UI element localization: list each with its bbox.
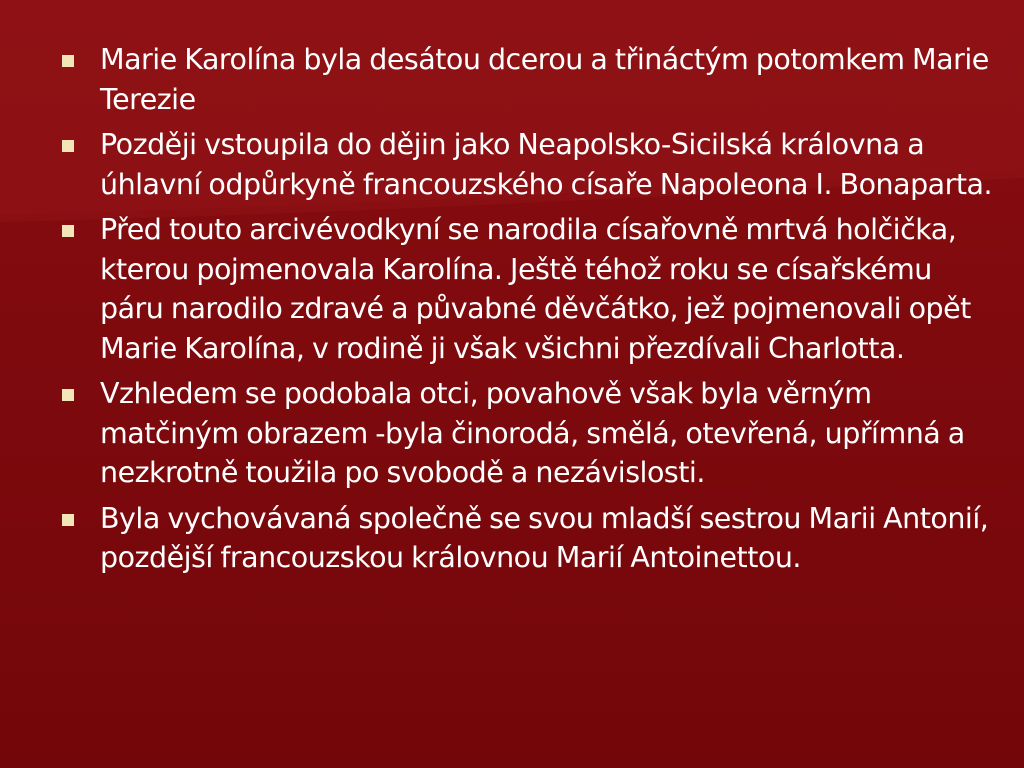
square-bullet-icon <box>62 55 74 67</box>
bullet-item <box>62 125 1002 204</box>
bullet-text: Byla vychovávaná společně se svou mladší sestrou Marii Antonií, pozdější francouzskou královnou Marií Antoinettou. <box>100 501 989 574</box>
bullet-text: Později vstoupila do dějin jako Neapolsko-Sicilská královna a úhlavní odpůrkyně francouzského císaře Napoleona I. Bonaparta. <box>100 128 993 201</box>
bullet-list <box>62 40 1002 578</box>
square-bullet-icon <box>62 389 74 401</box>
bullet-text: Marie Karolína byla desátou dcerou a třináctým potomkem Marie Terezie <box>100 43 989 116</box>
bullet-item <box>62 40 1002 119</box>
slide-content <box>62 40 1002 584</box>
square-bullet-icon <box>62 514 74 526</box>
bullet-item <box>62 374 1002 493</box>
bullet-text: Před touto arcivévodkyní se narodila císařovně mrtvá holčička, kterou pojmenovala Karolína. Ještě téhož roku se císařskému páru narodilo zdravé a půvabné děvčátko, jež pojmenovali opět Marie Karolína, v rodině ji však všichni přezdívali Charlotta. <box>100 213 971 365</box>
square-bullet-icon <box>62 225 74 237</box>
bullet-item <box>62 499 1002 578</box>
square-bullet-icon <box>62 140 74 152</box>
bullet-item <box>62 210 1002 368</box>
bullet-text: Vzhledem se podobala otci, povahově však byla věrným matčiným obrazem -byla činorodá, smělá, otevřená, upřímná a nezkrotně toužila po svobodě a nezávislosti. <box>100 377 965 489</box>
